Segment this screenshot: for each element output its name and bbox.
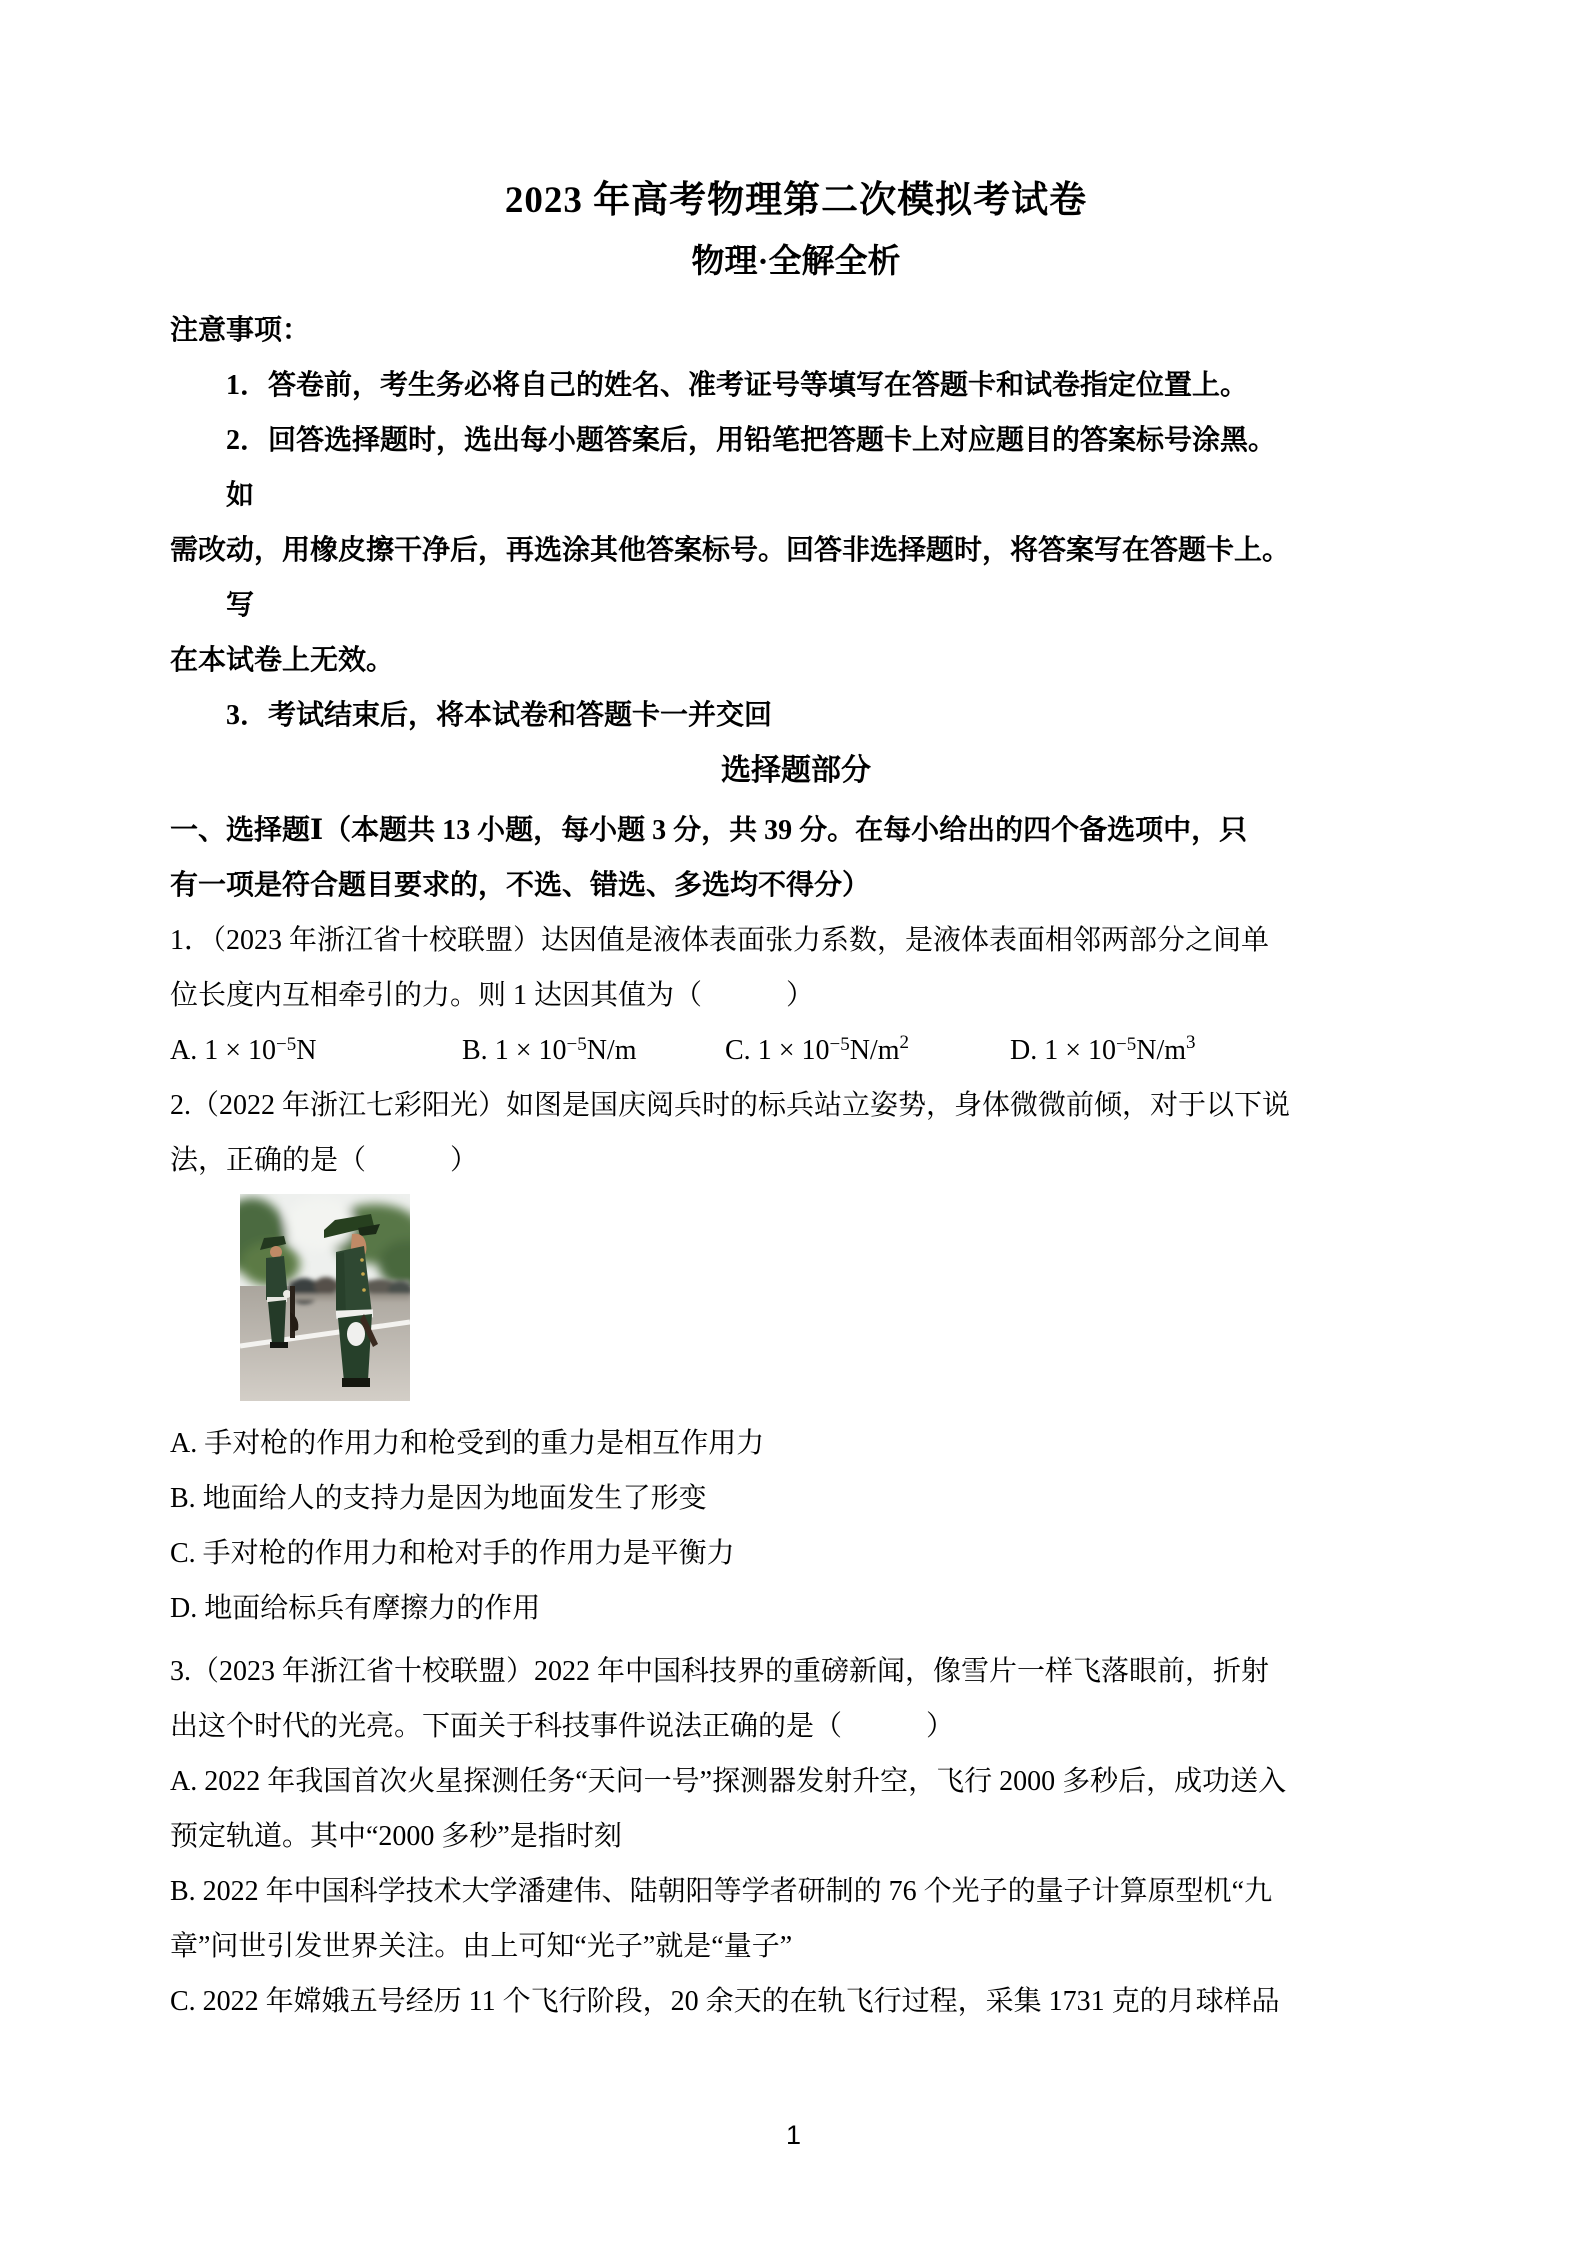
notice-item-2-carry-2: 写 <box>226 590 255 621</box>
notice-item-2: 2．回答选择题时，选出每小题答案后，用铅笔把答题卡上对应题目的答案标号涂黑。 <box>226 425 1277 456</box>
q1-option-a <box>170 1023 462 1078</box>
option-label: A. <box>170 1035 198 1066</box>
question-1-line-1: 1．（2023 年浙江省十校联盟）达因值是液体表面张力系数，是液体表面相邻两部分之间单 <box>170 925 1270 956</box>
parade-photo-graphic <box>240 1194 410 1401</box>
notice-item-2-line-2: 需改动，用橡皮擦干净后，再选涂其他答案标号。回答非选择题时，将答案写在答题卡上。 <box>170 535 1291 566</box>
notice-item-1: 1．答卷前，考生务必将自己的姓名、准考证号等填写在答题卡和试卷指定位置上。 <box>226 370 1249 401</box>
section-instruction-line-2: 有一项是符合题目要求的，不选、错选、多选均不得分） <box>170 870 871 901</box>
option-unit: N/m <box>1136 1035 1187 1066</box>
option-label: C. <box>725 1035 751 1066</box>
question-2-line-2: 法，正确的是（ ） <box>170 1145 479 1176</box>
part-heading: 选择题部分 <box>721 754 871 787</box>
page-content <box>170 173 1422 2029</box>
parade-photo <box>240 1194 410 1401</box>
q3-option-a-line-2: 预定轨道。其中“2000 多秒”是指时刻 <box>170 1821 622 1852</box>
q2-option-d: D. 地面给标兵有摩擦力的作用 <box>170 1593 541 1624</box>
q3-option-b-line-1: B. 2022 年中国科学技术大学潘建伟、陆朝阳等学者研制的 76 个光子的量子计算原型机“九 <box>170 1876 1273 1907</box>
q1-option-c <box>725 1023 1010 1078</box>
notice-item-2-line-3: 在本试卷上无效。 <box>170 645 395 676</box>
option-value: 1 × 10 <box>757 1035 830 1066</box>
q2-option-c: C. 手对枪的作用力和枪对手的作用力是平衡力 <box>170 1538 735 1569</box>
exponent: −5 <box>276 1034 297 1055</box>
exponent: −5 <box>1116 1034 1137 1055</box>
notice-item-3: 3．考试结束后，将本试卷和答题卡一并交回 <box>226 700 773 731</box>
unit-exponent: 3 <box>1186 1032 1196 1053</box>
page-subtitle: 物理·全解全析 <box>691 244 901 280</box>
page-number: 1 <box>785 2120 802 2150</box>
option-unit: N <box>296 1035 317 1066</box>
option-label: B. <box>462 1035 488 1066</box>
option-label: D. <box>1010 1035 1038 1066</box>
q3-option-a-line-1: A. 2022 年我国首次火星探测任务“天问一号”探测器发射升空，飞行 2000 多秒后，成功送入 <box>170 1766 1287 1797</box>
page-title: 2023 年高考物理第二次模拟考试卷 <box>504 180 1088 221</box>
q3-option-b-line-2: 章”问世引发世界关注。由上可知“光子”就是“量子” <box>170 1931 793 1962</box>
q2-option-b: B. 地面给人的支持力是因为地面发生了形变 <box>170 1483 707 1514</box>
question-3-line-1: 3.（2023 年浙江省十校联盟）2022 年中国科技界的重磅新闻，像雪片一样飞落眼前，折射 <box>170 1656 1270 1687</box>
question-3-line-2: 出这个时代的光亮。下面关于科技事件说法正确的是（ ） <box>170 1711 955 1742</box>
option-value: 1 × 10 <box>1044 1035 1117 1066</box>
question-1-options-row <box>170 1023 1422 1078</box>
option-value: 1 × 10 <box>204 1035 277 1066</box>
q3-option-c: C. 2022 年嫦娥五号经历 11 个飞行阶段，20 余天的在轨飞行过程，采集 1731 克的月球样品 <box>170 1986 1280 2017</box>
q1-option-b <box>462 1023 725 1078</box>
option-unit: N/m <box>586 1035 637 1066</box>
section-instruction-line-1: 一、选择题Ⅰ（本题共 13 小题，每小题 3 分，共 39 分。在每小给出的四个备选项中，只 <box>170 815 1248 846</box>
question-2-line-1: 2.（2022 年浙江七彩阳光）如图是国庆阅兵时的标兵站立姿势，身体微微前倾，对于以下说 <box>170 1090 1291 1121</box>
q2-option-a: A. 手对枪的作用力和枪受到的重力是相互作用力 <box>170 1428 765 1459</box>
option-unit: N/m <box>849 1035 900 1066</box>
question-1-line-2: 位长度内互相牵引的力。则 1 达因其值为（ ） <box>170 980 815 1011</box>
notice-heading: 注意事项： <box>170 315 311 346</box>
option-value: 1 × 10 <box>494 1035 567 1066</box>
exponent: −5 <box>566 1034 587 1055</box>
unit-exponent: 2 <box>899 1032 909 1053</box>
notice-item-2-carry-1: 如 <box>226 480 255 511</box>
q1-option-d <box>1010 1023 1196 1078</box>
exponent: −5 <box>829 1034 850 1055</box>
